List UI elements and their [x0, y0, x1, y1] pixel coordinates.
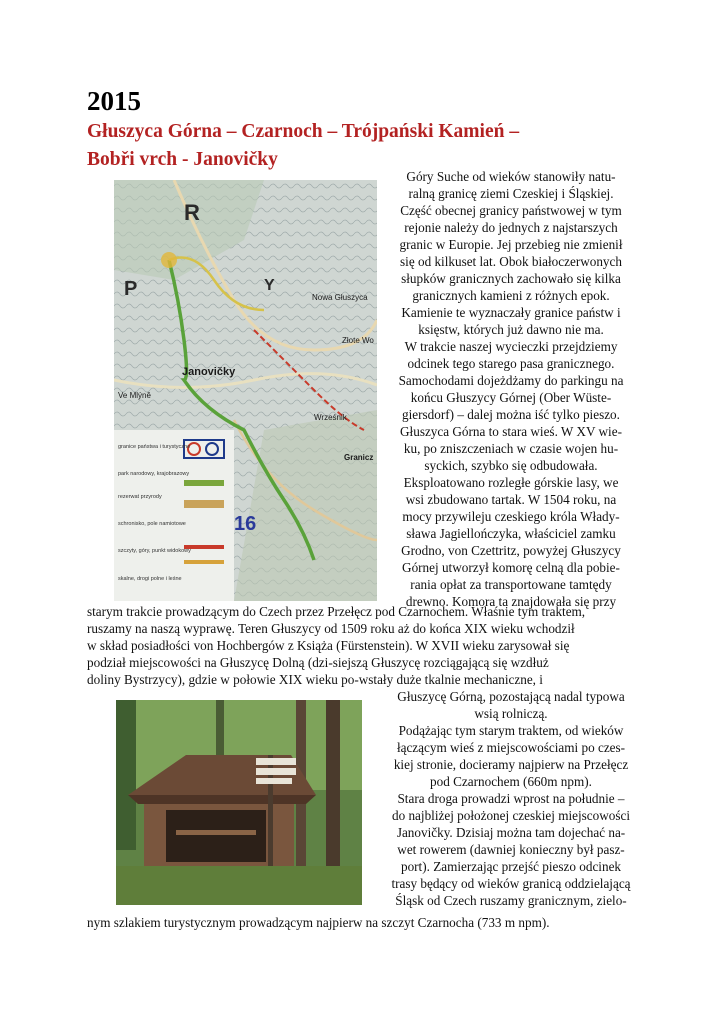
shelter-photo	[116, 700, 362, 905]
map-legend-item: schronisko, pole namiotowe	[118, 521, 186, 527]
right-column-line: sława Jagiellończyka, właściciel zamku	[406, 526, 616, 541]
title-line-1: Głuszyca Górna – Czarnoch – Trójpański Kamień –	[87, 121, 520, 142]
map-label-route-number: 16	[234, 513, 257, 535]
right-column-line: odcinek tego starego pasa granicznego.	[407, 356, 615, 371]
right-column-2-line: Podążając tym starym traktem, od wieków	[398, 723, 624, 738]
right-column-line: końcu Głuszycy Górnej (Ober Wüste-	[410, 390, 612, 405]
right-column-2-line: kiej stronie, docieramy najpierw na Przełęcz	[393, 757, 629, 772]
full-width-line: ruszamy na naszą wyprawę. Teren Głuszycy od 1509 roku aż do końca XIX wieku wchodził	[87, 621, 575, 636]
page-title	[87, 118, 647, 174]
full-width-line: doliny Bystrzycy), gdzie w połowie XIX wieku po-wstały duże tkalnie mechaniczne, i	[87, 672, 543, 687]
right-column-line: księstw, których już dawno nie ma.	[418, 322, 604, 337]
right-column-2-line: Śląsk od Czech ruszamy granicznym, zielo-	[395, 893, 627, 908]
right-column-line: rania opłat za transportowane tamtędy	[410, 577, 612, 592]
map-label-janovicky: Janovičky	[182, 366, 236, 378]
final-line: nym szlakiem turystycznym prowadzącym najpierw na szczyt Czarnocha (733 m npm).	[87, 915, 550, 930]
right-column-line: Górnej utworzył komorę celną dla pobie-	[402, 560, 620, 575]
right-column-2-line: pod Czarnochem (660m npm).	[430, 774, 592, 789]
right-column-line: mocy przywileju czeskiego króla Włady-	[402, 509, 620, 524]
right-column-line: granicznych kamieni z różnych epok.	[412, 288, 610, 303]
right-column-line: granic w Europie. Jej przebieg nie zmienił	[399, 237, 623, 252]
right-column-line: słupków granicznych zachowało się kilka	[401, 271, 621, 286]
map-legend-item: szczyty, góry, punkt widokowy	[118, 548, 191, 554]
right-column-2-line: łączącym wieś z miejscowościami po czes-	[396, 740, 626, 755]
full-width-line: podział miejscowości na Głuszycę Dolną (dzi-siejszą Głuszycę rozciągającą się wzdłuż	[87, 655, 549, 670]
map-label-letter-y: Y	[264, 277, 275, 294]
right-column-text	[383, 168, 639, 610]
right-column-line: syckich, szybko się odbudowała.	[424, 458, 598, 473]
right-column-line: Głuszyca Górna to stara wieś. W XV wie-	[400, 424, 622, 439]
right-column-line: wsi zbudowano tartak. W 1504 roku, na	[405, 492, 617, 507]
right-column-line: Góry Suche od wieków stanowiły natu-	[406, 169, 616, 184]
right-column-line: ralną granicę ziemi Czeskiej i Śląskiej.	[408, 186, 614, 201]
right-column-line: Samochodami dojeżdżamy do parkingu na	[398, 373, 624, 388]
full-width-line: starym trakcie prowadzącym do Czech przez Przełęcz pod Czarnochem. Właśnie tym traktem,	[87, 604, 586, 619]
right-column-text-2	[383, 688, 639, 909]
title-line-2: Bobři vrch - Janovičky	[87, 149, 278, 170]
map-legend-item: park narodowy, krajobrazowy	[118, 471, 190, 477]
right-column-line: Kamienie te wyznaczały granice państw i	[401, 305, 621, 320]
right-column-2-line: trasy będący od wieków granicą oddzielającą	[391, 876, 631, 891]
map-label-granica: Granicz	[344, 453, 374, 462]
right-column-2-line: port). Zamierzając przejść pieszo odcinek	[400, 859, 622, 874]
map-label-nowa-gluszyca: Nowa Głuszyca	[312, 293, 368, 302]
map-label-zlote-wo: Złote Wo	[342, 336, 374, 345]
map-label-ve-mlyne: Ve Mlýně	[118, 391, 151, 400]
right-column-line: się od kilkuset lat. Obok białoczerwonych	[400, 254, 622, 269]
right-column-line: Eksploatowano rozległe górskie lasy, we	[403, 475, 619, 490]
right-column-2-line: Janovičky. Dzisiaj można tam dojechać na-	[396, 825, 626, 840]
right-column-2-line: Stara droga prowadzi wprost na południe –	[397, 791, 625, 806]
map-label-letter-p: P	[124, 278, 138, 300]
map-legend-item: skalne, drogi polne i leśne	[118, 576, 182, 582]
right-column-2-line: do najbliżej położonej czeskiej miejscowości	[391, 808, 631, 823]
route-map	[114, 180, 377, 601]
right-column-2-line: wet rowerem (dawniej konieczny był pasz-	[397, 842, 625, 857]
right-column-line: drewno. Komora ta znajdowała się przy	[405, 594, 617, 609]
right-column-2-line: wsią rolniczą.	[474, 706, 548, 721]
right-column-line: giersdorf) – dalej można iść tylko pieszo.	[402, 407, 620, 422]
right-column-line: W trakcie naszej wycieczki przejdziemy	[404, 339, 618, 354]
right-column-line: Grodno, von Czettritz, powyżej Głuszycy	[401, 543, 621, 558]
full-width-line: w skład posiadłości von Hochbergów z Książa (Fürstenstein). W XVII wieku zarysował się	[87, 638, 570, 653]
map-label-wrzesnik: Wrześnik	[314, 413, 347, 422]
year-heading: 2015	[87, 86, 141, 116]
map-legend-item: rezerwat przyrody	[118, 494, 162, 500]
right-column-line: Część obecnej granicy państwowej w tym	[400, 203, 622, 218]
right-column-2-line: Głuszycę Górną, pozostającą nadal typowa	[397, 689, 625, 704]
map-legend-item: granice państwa i turystyczne	[118, 444, 191, 450]
right-column-line: rejonie należy do jednych z najstarszych	[404, 220, 618, 235]
right-column-line: ku, po zniszczeniach w czasie wojen hu-	[403, 441, 619, 456]
map-label-letter-r: R	[184, 200, 200, 225]
